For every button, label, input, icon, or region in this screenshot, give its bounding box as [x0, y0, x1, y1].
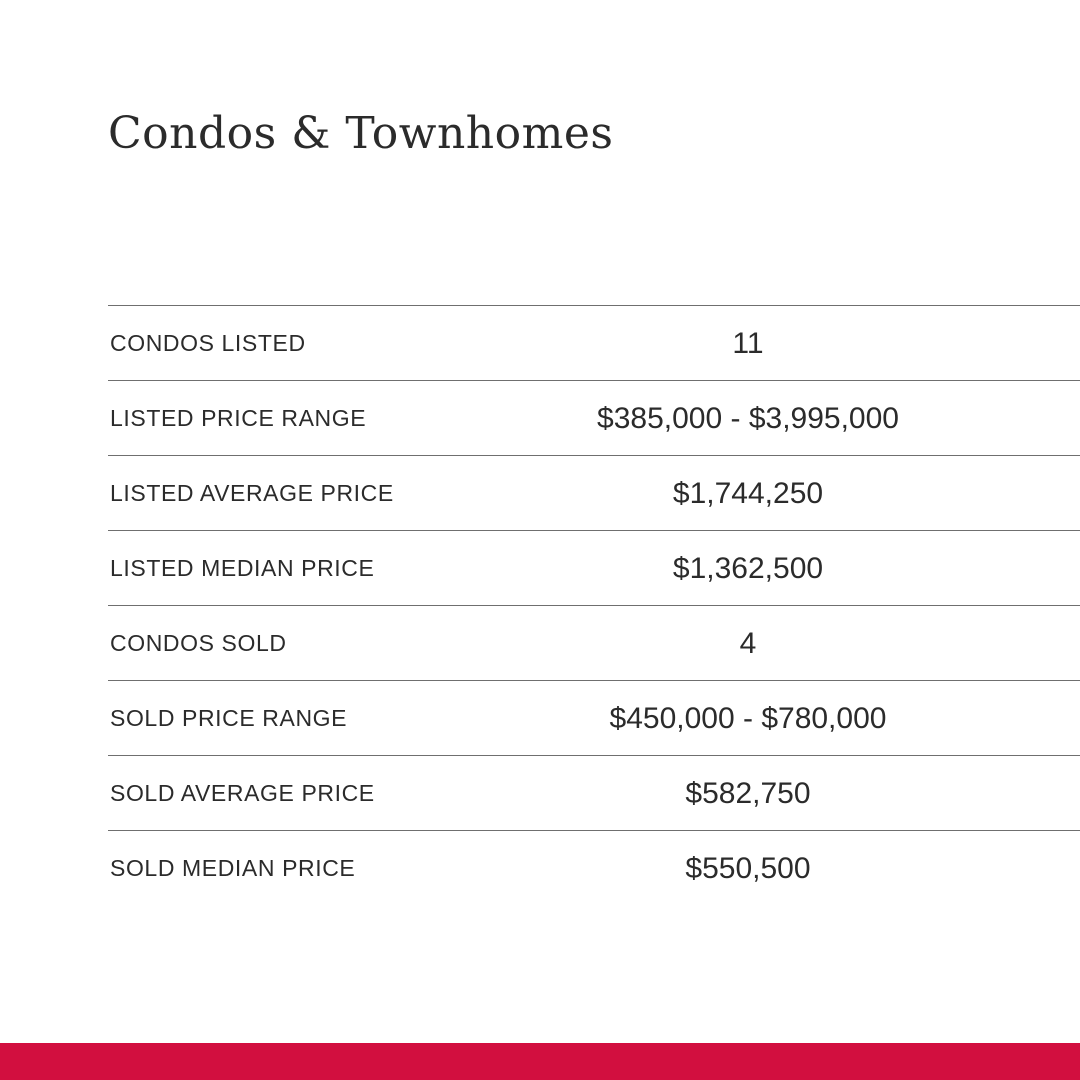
- stat-value: $450,000 - $780,000: [609, 702, 887, 735]
- stat-value: $1,744,250: [672, 477, 824, 510]
- stat-value: $1,362,500: [672, 552, 824, 585]
- stat-label: SOLD PRICE RANGE: [110, 705, 348, 731]
- stat-label: SOLD MEDIAN PRICE: [110, 855, 356, 881]
- stat-row-listed-average-price: [108, 455, 1080, 530]
- stat-value: 4: [739, 627, 757, 660]
- stat-label: CONDOS LISTED: [110, 330, 306, 356]
- stat-row-listed-price-range: [108, 380, 1080, 455]
- stat-row-condos-listed: [108, 305, 1080, 380]
- stat-label: SOLD AVERAGE PRICE: [110, 780, 375, 806]
- stat-row-sold-median-price: [108, 830, 1080, 905]
- stat-row-condos-sold: [108, 605, 1080, 680]
- stat-value: $550,500: [685, 852, 811, 885]
- stat-row-sold-price-range: [108, 680, 1080, 755]
- stat-row-sold-average-price: [108, 755, 1080, 830]
- page-title: Condos & Townhomes: [108, 108, 614, 159]
- footer-accent-bar: [0, 1043, 1080, 1080]
- stat-label: CONDOS SOLD: [110, 630, 287, 656]
- stat-label: LISTED MEDIAN PRICE: [110, 555, 375, 581]
- stat-value: $582,750: [685, 777, 811, 810]
- stat-row-listed-median-price: [108, 530, 1080, 605]
- stat-label: LISTED AVERAGE PRICE: [110, 480, 394, 506]
- stat-label: LISTED PRICE RANGE: [110, 405, 367, 431]
- stat-value: 11: [732, 327, 764, 360]
- stats-table: [108, 305, 1080, 905]
- stat-value: $385,000 - $3,995,000: [597, 402, 899, 435]
